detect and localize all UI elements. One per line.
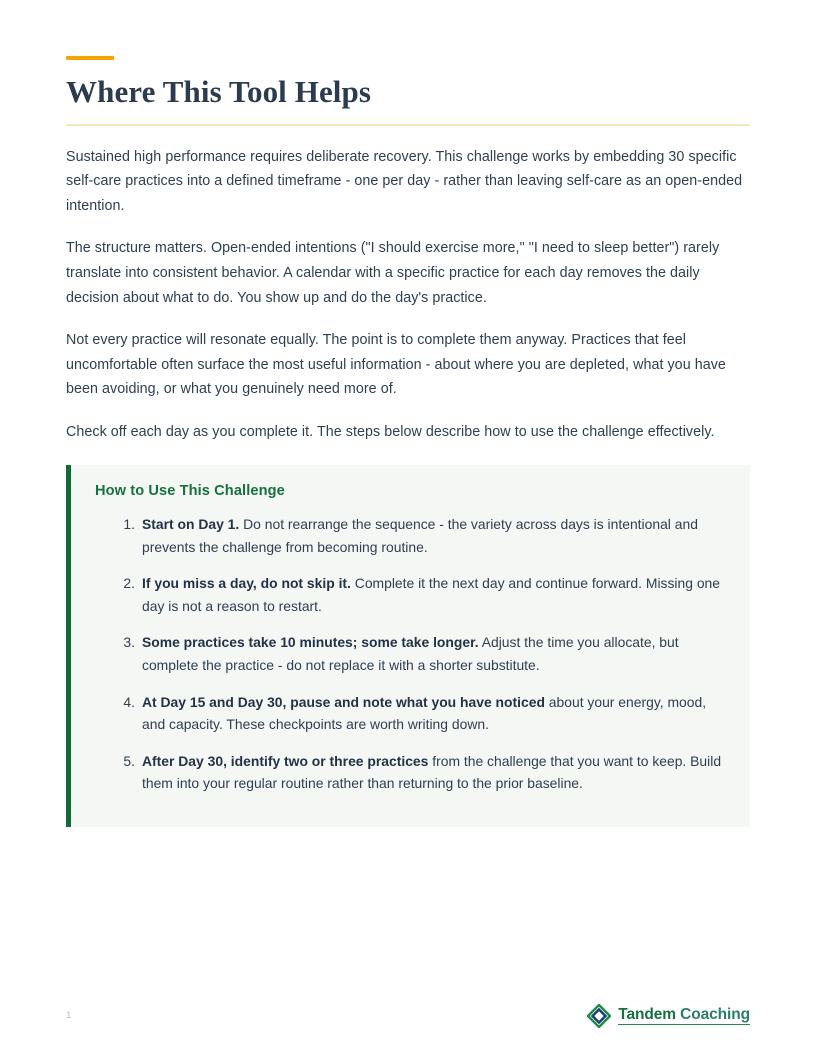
brand-name bbox=[618, 1007, 750, 1026]
step-rest: Do not rearrange the sequence - the variety across days is intentional and prevents the challenge from becoming routine. bbox=[142, 516, 698, 555]
list-item bbox=[95, 513, 724, 558]
diamond-logo-icon bbox=[587, 1004, 611, 1028]
callout-title: How to Use This Challenge bbox=[95, 483, 285, 499]
brand-word-tandem: Tandem bbox=[618, 1005, 676, 1023]
paragraph: The structure matters. Open-ended intentions ("I should exercise more," "I need to sleep better") rarely translate into consistent behavior. A calendar with a specific practice for each day removes the daily decision about what to do. You show up and do the day's practice. bbox=[66, 240, 720, 306]
brand-logo bbox=[587, 1004, 750, 1028]
how-to-use-callout bbox=[66, 465, 750, 827]
title-accent-bar bbox=[66, 56, 114, 60]
title-divider bbox=[66, 124, 750, 126]
page-title: Where This Tool Helps bbox=[66, 74, 372, 109]
list-item bbox=[95, 631, 724, 676]
step-rest: Adjust the time you allocate, but complete the practice - do not replace it with a shorter substitute. bbox=[142, 634, 679, 673]
step-rest: from the challenge that you want to keep. Build them into your regular routine rather than returning to the prior baseline. bbox=[142, 752, 722, 792]
steps-list bbox=[95, 513, 724, 795]
step-lead: Start on Day 1. bbox=[142, 516, 240, 532]
step-lead: Some practices take 10 minutes; some take longer. bbox=[142, 634, 479, 651]
step-lead: If you miss a day, do not skip it. bbox=[142, 575, 351, 592]
brand-word-coaching: Coaching bbox=[675, 1005, 750, 1023]
list-item bbox=[95, 572, 724, 617]
paragraph: Not every practice will resonate equally. The point is to complete them anyway. Practices that feel uncomfortable often surface the most useful information - about where you are depleted, what you have been avoiding, or what you genuinely need more of. bbox=[66, 332, 726, 398]
body-copy bbox=[66, 145, 750, 445]
step-lead: At Day 15 and Day 30, pause and note what you have noticed bbox=[142, 693, 545, 710]
page-number: 1 bbox=[66, 1010, 72, 1021]
list-item bbox=[95, 691, 724, 736]
paragraph: Sustained high performance requires deliberate recovery. This challenge works by embedding 30 specific self-care practices into a defined timeframe - one per day - rather than leaving self-care as an open-ended intention. bbox=[66, 148, 743, 214]
list-item bbox=[95, 750, 724, 795]
step-rest: about your energy, mood, and capacity. These checkpoints are worth writing down. bbox=[142, 693, 707, 733]
page-footer bbox=[0, 1000, 816, 1040]
step-rest: Complete it the next day and continue forward. Missing one day is not a reason to restart. bbox=[142, 575, 721, 614]
paragraph: Check off each day as you complete it. The steps below describe how to use the challenge effectively. bbox=[66, 423, 715, 440]
step-lead: After Day 30, identify two or three practices bbox=[142, 752, 429, 769]
page-content bbox=[66, 0, 750, 445]
